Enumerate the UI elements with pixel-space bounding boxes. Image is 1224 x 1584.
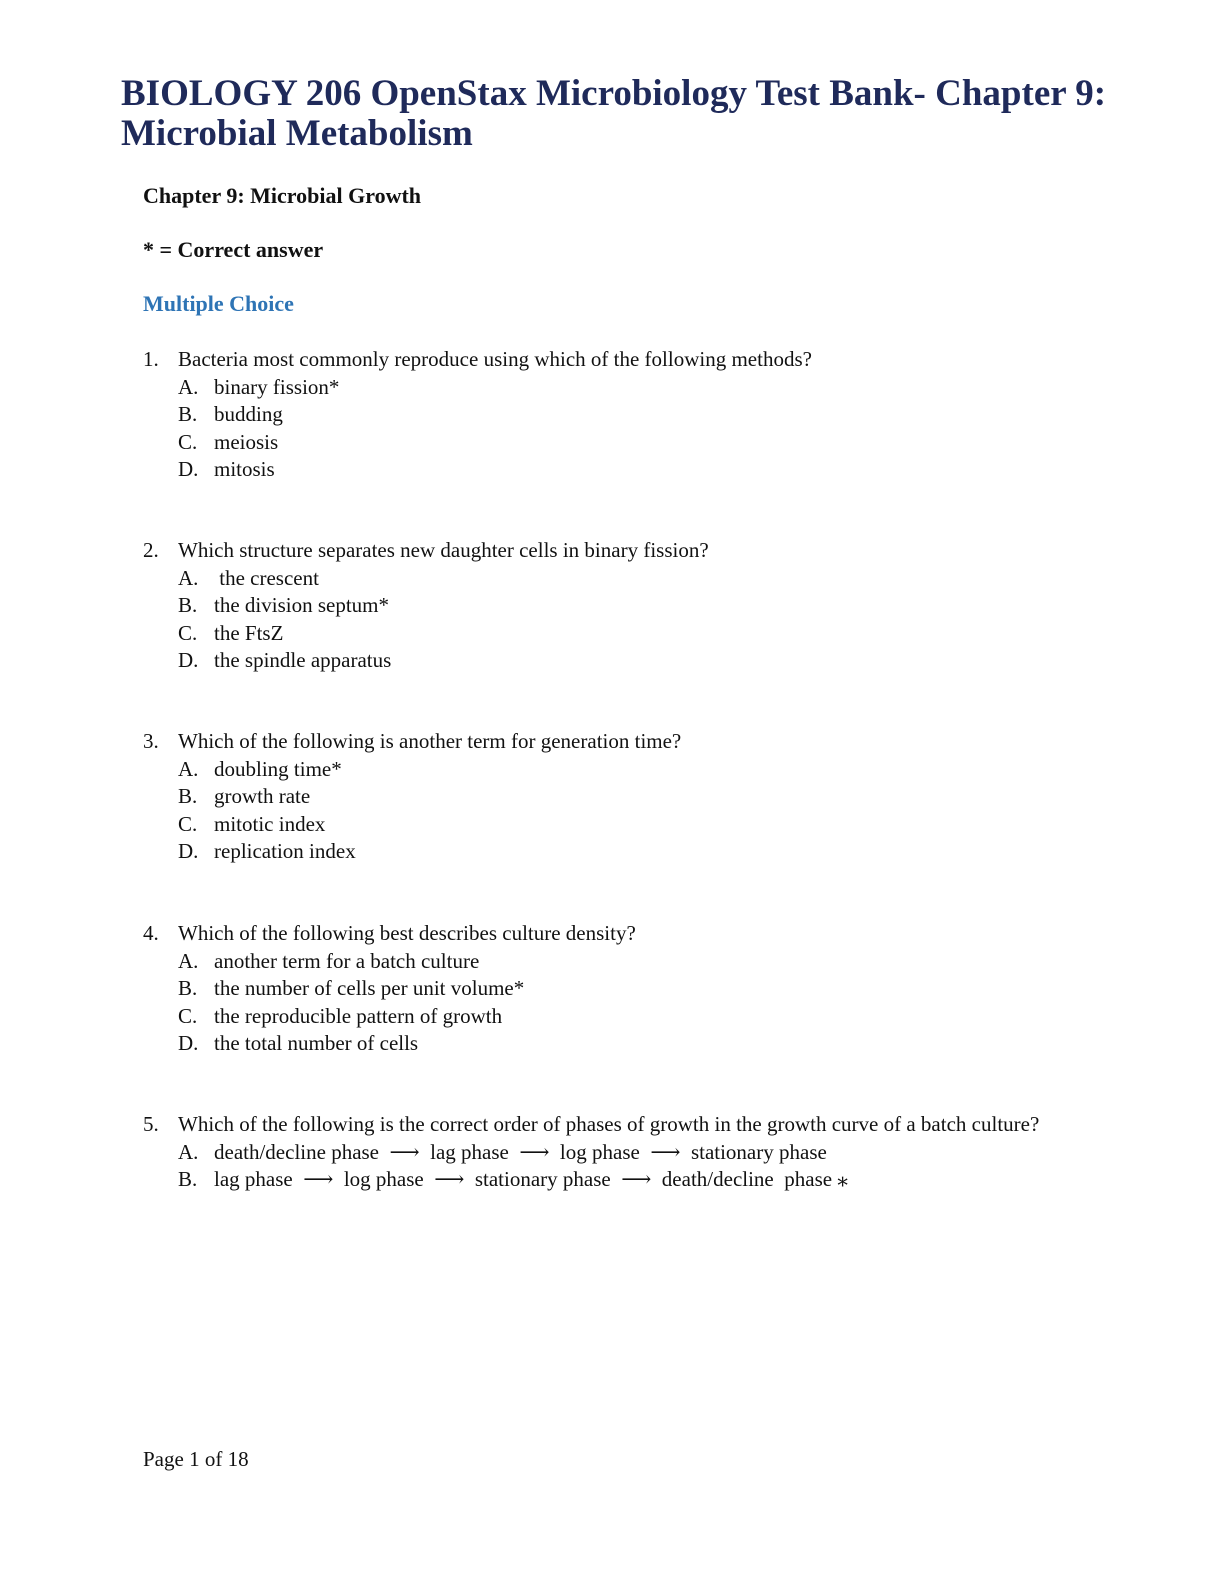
choice-a bbox=[178, 374, 1043, 402]
answer-key-note: * = Correct answer bbox=[143, 237, 324, 262]
question-text: Which of the following best describes culture density? bbox=[178, 921, 636, 945]
choice-c bbox=[178, 811, 1043, 839]
choice-text: the crescent bbox=[214, 565, 319, 590]
section-heading: Multiple Choice bbox=[143, 291, 294, 316]
choice-letter: A. bbox=[178, 374, 199, 399]
choice-letter: A. bbox=[178, 565, 199, 590]
question-1 bbox=[143, 346, 1043, 484]
choice-text: replication index bbox=[214, 839, 356, 863]
choice-letter: B. bbox=[178, 784, 198, 808]
choice-d bbox=[178, 838, 1043, 866]
question-text: Bacteria most commonly reproduce using which of the following methods? bbox=[178, 347, 812, 371]
choice-text: meiosis bbox=[214, 429, 279, 454]
choice-letter: A. bbox=[178, 756, 199, 781]
question-number: 2. bbox=[143, 538, 159, 562]
choice-text: the total number of cells bbox=[214, 1031, 419, 1055]
choice-a bbox=[178, 756, 1043, 784]
question-number: 5. bbox=[143, 1112, 159, 1136]
question-2 bbox=[143, 537, 1043, 675]
choice-text: the spindle apparatus bbox=[214, 648, 392, 672]
choice-text: the reproducible pattern of growth bbox=[214, 1003, 503, 1028]
choice-letter: C. bbox=[178, 1003, 198, 1028]
question-number: 3. bbox=[143, 729, 159, 753]
choice-text: mitosis bbox=[214, 457, 275, 481]
choice-text: death/decline phase ⟶ lag phase ⟶ log phase ⟶ stationary phase bbox=[214, 1139, 827, 1164]
question-3 bbox=[143, 728, 1043, 866]
choice-text: doubling time* bbox=[214, 756, 342, 781]
choice-text: growth rate bbox=[214, 784, 311, 808]
choice-text: the division septum* bbox=[214, 593, 389, 617]
choice-text: the FtsZ bbox=[214, 620, 284, 645]
choice-text: binary fission* bbox=[214, 374, 340, 399]
choice-d bbox=[178, 1030, 1043, 1058]
choice-letter: D. bbox=[178, 648, 199, 672]
choice-letter: A. bbox=[178, 948, 199, 973]
choice-list bbox=[143, 756, 1043, 866]
choice-a bbox=[178, 565, 1043, 593]
choice-a bbox=[178, 1139, 1043, 1167]
choice-text: the number of cells per unit volume* bbox=[214, 976, 525, 1000]
page-title: BIOLOGY 206 OpenStax Microbiology Test Bank- Chapter 9: Microbial Metabolism bbox=[121, 73, 1107, 154]
choice-text: mitotic index bbox=[214, 811, 326, 836]
choice-letter: B. bbox=[178, 593, 198, 617]
choice-letter: B. bbox=[178, 976, 198, 1000]
choice-c bbox=[178, 620, 1043, 648]
choice-list bbox=[143, 1139, 1043, 1194]
question-number: 4. bbox=[143, 921, 159, 945]
choice-d bbox=[178, 456, 1043, 484]
choice-letter: B. bbox=[178, 1167, 198, 1191]
choice-text: another term for a batch culture bbox=[214, 948, 480, 973]
choice-b bbox=[178, 1166, 1043, 1194]
choice-c bbox=[178, 429, 1043, 457]
choice-letter: D. bbox=[178, 1031, 199, 1055]
choice-d bbox=[178, 647, 1043, 675]
choice-b bbox=[178, 783, 1043, 811]
choice-list bbox=[143, 374, 1043, 484]
choice-letter: A. bbox=[178, 1139, 199, 1164]
choice-b bbox=[178, 401, 1043, 429]
choice-letter: C. bbox=[178, 811, 198, 836]
question-5 bbox=[143, 1111, 1043, 1194]
chapter-heading: Chapter 9: Microbial Growth bbox=[143, 183, 422, 208]
choice-list bbox=[143, 948, 1043, 1058]
question-number: 1. bbox=[143, 347, 159, 371]
choice-letter: C. bbox=[178, 429, 198, 454]
choice-b bbox=[178, 975, 1043, 1003]
choice-c bbox=[178, 1003, 1043, 1031]
choice-list bbox=[143, 565, 1043, 675]
choice-letter: D. bbox=[178, 839, 199, 863]
choice-b bbox=[178, 592, 1043, 620]
question-text: Which structure separates new daughter cells in binary fission? bbox=[178, 538, 709, 562]
question-text: Which of the following is another term for generation time? bbox=[178, 729, 682, 753]
choice-text: budding bbox=[214, 402, 283, 426]
page-number-footer: Page 1 of 18 bbox=[143, 1447, 249, 1471]
question-text: Which of the following is the correct order of phases of growth in the growth curve of a batch culture? bbox=[178, 1112, 1040, 1136]
choice-text: lag phase ⟶ log phase ⟶ stationary phase ⟶ death/decline phase ⁎ bbox=[214, 1167, 848, 1191]
choice-letter: D. bbox=[178, 457, 199, 481]
choice-letter: C. bbox=[178, 620, 198, 645]
question-4 bbox=[143, 920, 1043, 1058]
choice-a bbox=[178, 948, 1043, 976]
choice-letter: B. bbox=[178, 402, 198, 426]
